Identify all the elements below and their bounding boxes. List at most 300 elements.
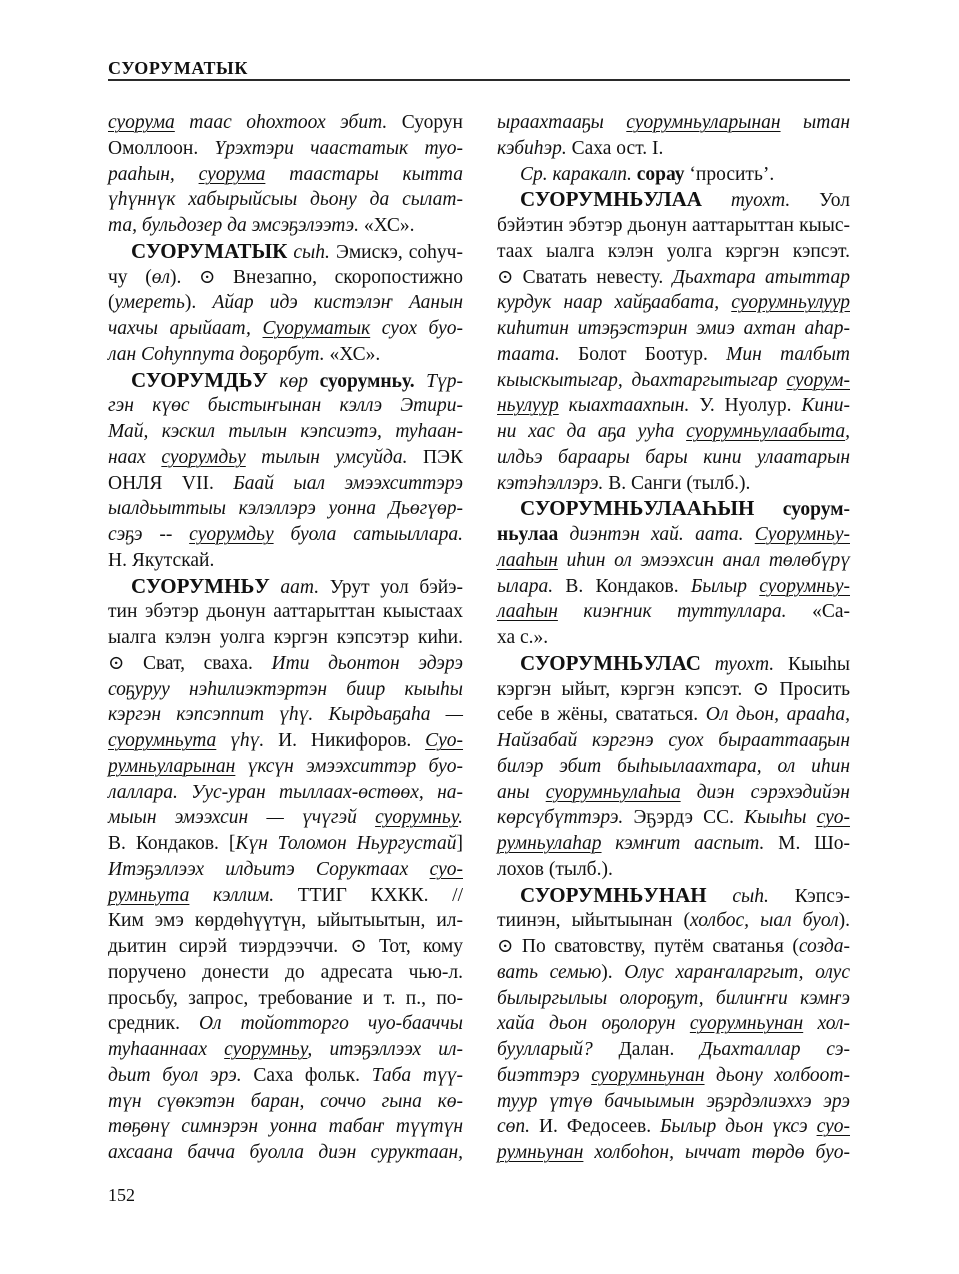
italic-text: дьит буол эрэ. — [108, 1064, 254, 1086]
line-text — [108, 702, 463, 728]
plain-text: ПЭК — [423, 446, 463, 468]
plain-text: ОНЛЯ VII. — [108, 472, 234, 494]
line-text — [497, 290, 850, 316]
line-text — [497, 1114, 850, 1140]
plain-text: ( — [108, 292, 115, 314]
underlined-usage-form: лааһын — [497, 601, 558, 623]
italic-text: тылын умсуйда. — [245, 446, 424, 468]
headword: СУОРУМНЬУ — [131, 573, 270, 598]
italic-text: көр — [267, 370, 320, 392]
text-line — [108, 136, 463, 162]
italic-text: холбоһон, ыччат төрдө буо- — [583, 1142, 850, 1163]
italic-text: хол- — [803, 1013, 850, 1035]
text-line — [108, 471, 463, 497]
text-line — [497, 1063, 850, 1089]
line-text — [108, 522, 463, 548]
plain-text: Далан. — [618, 1039, 701, 1060]
text-line — [497, 136, 850, 162]
italic-text: ни хас да аҕа ууһа — [497, 421, 687, 442]
text-line — [497, 187, 850, 213]
text-line — [108, 213, 463, 239]
page-number: 152 — [108, 1185, 135, 1205]
italic-text: Олус хараҥаларгыт, олус — [624, 961, 850, 983]
plain-text: У. Нуолур. — [699, 395, 802, 417]
italic-text: кыыскытыгар, дьахтаргытыгар — [497, 369, 787, 391]
line-text — [497, 1089, 850, 1115]
text-line — [497, 728, 850, 754]
text-line — [497, 471, 850, 497]
italic-text: холбос, ыал буол — [690, 910, 839, 932]
text-line — [108, 265, 463, 291]
line-text — [497, 934, 850, 960]
line-text — [520, 162, 774, 188]
text-line — [108, 728, 463, 754]
text-line — [497, 393, 850, 419]
text-line — [497, 290, 850, 316]
line-text — [108, 1089, 463, 1115]
line-text — [497, 702, 850, 728]
text-line — [108, 187, 463, 213]
line-text — [108, 908, 463, 934]
underlined-usage-form: суорумньу — [375, 807, 459, 829]
italic-text: Май, кэскил тылын кэпсиэтэ, туһаан- — [108, 421, 463, 442]
italic-text: кыахтаахпын. — [558, 395, 700, 417]
text-line — [497, 522, 850, 548]
plain-text: Кыыһы — [774, 653, 851, 675]
dictionary-entry — [497, 651, 850, 883]
line-text — [497, 136, 663, 162]
text-line — [497, 986, 850, 1012]
line-text — [497, 522, 850, 548]
italic-text: ыалдьыттыы кэлэллэрэ уонна Дьөгүөр- — [108, 498, 463, 520]
italic-text: Үрэхтэри чаастатык туо- — [214, 137, 463, 159]
text-line — [108, 1037, 463, 1063]
plain-text: ⊙ По сватовству, путём сватанья ( — [497, 936, 799, 957]
text-line — [108, 368, 463, 394]
italic-text: созда- — [798, 936, 850, 957]
plain-text: Кэпсэ- — [768, 885, 850, 907]
text-line — [497, 316, 850, 342]
italic-text: Былыр дьон үксэ — [660, 1116, 817, 1138]
line-text — [108, 265, 463, 291]
dictionary-entry — [108, 574, 463, 1166]
text-line — [108, 1114, 463, 1140]
line-text — [108, 316, 463, 342]
line-text — [108, 213, 415, 239]
text-line — [108, 393, 463, 419]
text-line — [108, 625, 463, 651]
italic-text: , итэҕэллээх ил- — [307, 1039, 463, 1060]
italic-text: Ол тойотторго чуо-бааччы — [198, 1013, 463, 1035]
line-text — [108, 548, 214, 574]
text-line — [108, 677, 463, 703]
left-column — [108, 110, 463, 1166]
underlined-usage-form: ньулуур — [497, 395, 559, 417]
underlined-usage-form: лааһын — [497, 549, 558, 571]
text-line — [497, 651, 850, 677]
dictionary-entry — [108, 239, 463, 368]
text-line — [497, 419, 850, 445]
plain-text: И. Федосеев. — [538, 1116, 661, 1138]
line-text — [108, 471, 463, 497]
italic-text: вать семью — [497, 961, 602, 983]
italic-text: сыһ. — [706, 885, 769, 907]
underlined-usage-form: Суорумньу- — [754, 524, 850, 545]
italic-text: Түр- — [414, 370, 464, 392]
plain-text: Эмискэ, соһуч- — [329, 241, 463, 263]
line-text — [108, 445, 463, 471]
italic-text: диэн сэрэхэдийэн — [680, 781, 850, 803]
italic-text: рааһын, — [108, 163, 199, 185]
underlined-usage-form: суорумньуларынан — [626, 112, 781, 133]
text-line — [108, 574, 463, 600]
plain-text: ‘просить’. — [684, 163, 775, 185]
italic-text: кэбиһэр. — [497, 137, 572, 159]
italic-text: таата. — [497, 343, 579, 365]
plain-text: ыалга кэлэн уолга кэргэн кэпсэтэр киһи. — [108, 627, 463, 648]
text-line — [497, 368, 850, 394]
underlined-usage-form: суорумньута — [108, 730, 217, 751]
italic-text: Итэҕэллээх илдьитэ Соруктаах — [108, 858, 430, 880]
plain-text: «Са- — [812, 601, 850, 623]
text-line — [108, 1011, 463, 1037]
italic-text: чахчы арыйаат, — [108, 318, 263, 339]
plain-text: бэйэтин эбэтэр дьонун ааттарыттан кыыс- — [497, 215, 850, 236]
italic-text: . — [458, 807, 463, 829]
plain-text: ). — [838, 910, 850, 932]
text-line — [497, 162, 850, 188]
line-text — [108, 960, 463, 986]
italic-text: кэтэһэллэрэ. — [497, 472, 609, 494]
line-text — [108, 1114, 463, 1140]
plain-text: средник. — [108, 1013, 199, 1035]
text-line — [108, 599, 463, 625]
plain-text: ⊙ Сватать невесту. — [497, 266, 673, 288]
plain-text: Болот Боотур. — [578, 343, 727, 365]
text-line — [497, 780, 850, 806]
text-line — [497, 265, 850, 291]
italic-text: түн сүөкэтэн баран, соччо гына кө- — [108, 1090, 463, 1112]
dictionary-entry — [497, 187, 850, 496]
line-text — [497, 754, 850, 780]
line-text — [497, 625, 548, 651]
plain-text: «ХС». — [363, 215, 415, 236]
italic-text: Мин талбыт — [726, 343, 851, 365]
italic-text: Күн Толомон Ньургустай — [235, 833, 457, 854]
text-line — [108, 831, 463, 857]
line-text — [131, 239, 463, 266]
italic-text: суох буо- — [370, 318, 463, 339]
plain-text: В. Кондаков. [ — [108, 833, 236, 854]
italic-text: буола сатыыллара. — [273, 524, 463, 545]
italic-text: Кини- — [801, 395, 850, 417]
underlined-usage-form: суо- — [816, 807, 850, 829]
italic-text: аат. — [269, 576, 320, 598]
line-text — [108, 1140, 463, 1166]
line-text — [108, 780, 463, 806]
underlined-usage-form: румньуларынан — [108, 755, 236, 777]
text-line — [497, 908, 850, 934]
plain-text: ). ⊙ Внезапно, скоропостижно — [170, 266, 463, 288]
plain-text: тиинэн, ыйытыынан ( — [497, 910, 691, 932]
plain-text: Саха ост. I. — [571, 137, 664, 159]
text-line — [108, 986, 463, 1012]
line-text — [497, 677, 850, 703]
headword: СУОРУМНЬУЛАС — [520, 650, 701, 675]
underlined-usage-form: суо- — [816, 1116, 850, 1138]
italic-text: сэҕэ -- — [108, 524, 190, 545]
plain-text: дьитин сирэй тиэрдээччи. ⊙ Тот, кому — [108, 936, 463, 957]
line-text — [108, 187, 463, 213]
text-line — [108, 1089, 463, 1115]
line-text — [497, 393, 850, 419]
text-line — [108, 805, 463, 831]
plain-text: лохов (тылб.). — [497, 858, 613, 880]
plain-text: Эҕэрдэ СС. — [633, 807, 745, 829]
line-text — [108, 290, 463, 316]
italic-text: киэҥник туттуллара. — [557, 601, 813, 623]
italic-text: хайа дьон оҕолорун — [497, 1013, 690, 1035]
plain-text: Уол — [790, 190, 850, 212]
italic-text: илдьэ бараары бары кини улаатарын — [497, 446, 850, 468]
plain-text: кэргэн ыйыт, кэргэн кэпсэт. ⊙ Просить — [497, 678, 850, 700]
italic-text: таастары кытта — [265, 163, 463, 185]
continued-paragraph — [108, 110, 463, 239]
italic-text: Найзабай кэргэнэ суох бырааттааҕын — [497, 730, 850, 751]
plain-text: ⊙ Сват, сваха. — [108, 652, 272, 674]
line-text — [108, 1011, 463, 1037]
italic-text: та, бульдозер да эмсэҕэлээтэ. — [108, 215, 364, 236]
italic-text: ахсаана бачча буолла диэн суруктаан, — [108, 1142, 463, 1163]
italic-text: курдук наар хайҕаабата, — [497, 292, 732, 314]
line-text — [108, 625, 463, 651]
text-line — [497, 677, 850, 703]
italic-text: Дьахтара атыттар — [672, 266, 850, 288]
text-line — [497, 857, 850, 883]
text-line — [108, 496, 463, 522]
line-text — [108, 677, 463, 703]
text-line — [497, 754, 850, 780]
text-line — [497, 625, 850, 651]
italic-text: соҕуруу нэһилиэктэртэн биир кыыһы — [108, 678, 463, 700]
line-text — [497, 316, 850, 342]
text-line — [497, 110, 850, 136]
text-line — [497, 496, 850, 522]
text-line — [108, 445, 463, 471]
line-text — [497, 574, 850, 600]
underlined-usage-form: суорумньу — [224, 1039, 308, 1060]
italic-text: туһааннаах — [108, 1039, 225, 1060]
italic-text: Ср. каракалп. — [520, 163, 632, 185]
plain-text: ха с.». — [497, 627, 549, 648]
line-text — [497, 599, 850, 625]
italic-text: туохт. — [700, 653, 775, 675]
line-text — [108, 754, 463, 780]
text-line — [497, 574, 850, 600]
underlined-usage-form: суорумньулуур — [731, 292, 850, 314]
italic-text: сыһ. — [287, 241, 330, 263]
text-line — [108, 934, 463, 960]
line-text — [497, 239, 850, 265]
italic-text: Былыр — [690, 575, 760, 597]
text-line — [108, 290, 463, 316]
italic-text: Таба түү- — [371, 1064, 463, 1086]
line-text — [497, 831, 850, 857]
italic-text: туохт. — [701, 190, 791, 212]
plain-text: ] — [456, 833, 463, 854]
plain-text: «ХС». — [329, 343, 381, 365]
text-line — [497, 213, 850, 239]
underlined-usage-form: румньунан — [497, 1142, 584, 1163]
text-line — [497, 445, 850, 471]
underlined-usage-form: румньута — [108, 884, 190, 906]
headword: СУОРУМДЬУ — [131, 367, 268, 392]
plain-text: ). — [601, 961, 625, 983]
text-line — [108, 780, 463, 806]
line-text — [108, 110, 463, 136]
plain-text: Саха фольк. — [253, 1064, 372, 1086]
underlined-usage-form: суорумдьу — [189, 524, 274, 545]
italic-text: киһитин итэҕэстэрин эмиэ ахтан аһар- — [497, 318, 850, 339]
italic-text: Ол дьон, арааһа, — [705, 704, 850, 726]
line-text — [497, 445, 850, 471]
text-line — [497, 831, 850, 857]
text-line — [497, 883, 850, 909]
italic-text: диэнтэн хай. аата. — [558, 524, 755, 545]
italic-text: кэллим. — [189, 884, 298, 906]
line-text — [108, 136, 463, 162]
italic-text: мыын эмээхсин — үчүгэй — [108, 807, 376, 829]
line-text — [497, 471, 750, 497]
italic-text: үксүн эмээхситтэр буо- — [235, 755, 463, 777]
italic-text: өл — [151, 266, 170, 288]
italic-text: аны — [497, 781, 546, 803]
bold-term: ньулаа — [497, 524, 559, 545]
plain-text: И. Никифоров. — [278, 730, 426, 751]
headword: СУОРУМАТЫК — [131, 238, 288, 263]
text-line — [108, 316, 463, 342]
italic-text: таас оһохтоох эбит. — [174, 112, 402, 133]
line-text — [520, 496, 850, 523]
line-text — [108, 831, 463, 857]
underlined-usage-form: суорумньулаһыа — [545, 781, 681, 803]
line-text — [108, 162, 463, 188]
plain-text: Ким эмэ көрдөһүүтүн, ыйытыытын, ил- — [108, 910, 463, 932]
line-text — [497, 265, 850, 291]
line-text — [497, 960, 850, 986]
italic-text: үһү. — [216, 730, 279, 751]
line-text — [108, 1037, 463, 1063]
plain-text: В. Кондаков. — [565, 575, 691, 597]
line-text — [131, 368, 463, 395]
italic-text: сөп. — [497, 1116, 539, 1138]
headword: СУОРУМНЬУЛАА — [520, 187, 702, 212]
plain-text: Суорун — [401, 112, 463, 133]
italic-text: туур үтүө бачыымын эҕэрдэлиэххэ эрэ — [497, 1090, 850, 1112]
running-head: СУОРУМАТЫК — [108, 58, 248, 78]
italic-text: буулларый? — [497, 1039, 619, 1060]
italic-text: Баай ыал эмээхситтэрэ — [233, 472, 463, 494]
italic-text: Дьахталлар сэ- — [700, 1039, 851, 1060]
italic-text: умереть — [114, 292, 185, 314]
italic-text: Айар идэ кистэлэҥ Аанын — [212, 292, 463, 314]
line-text — [497, 780, 850, 806]
plain-text: Н. Якутскай. — [108, 549, 215, 571]
bold-term: сорау — [631, 163, 685, 185]
line-text — [497, 857, 613, 883]
bold-term: суорум- — [754, 499, 850, 521]
text-line — [497, 1037, 850, 1063]
line-text — [108, 419, 463, 445]
text-line — [108, 857, 463, 883]
line-text — [497, 908, 850, 934]
line-text — [497, 1011, 850, 1037]
underlined-usage-form: суорумдьу — [161, 446, 246, 468]
italic-text: лаллара. Уус-уран тыллаах-өстөөх, на- — [108, 781, 463, 803]
bold-term: суорумньу. — [319, 370, 415, 392]
dictionary-entry — [497, 883, 850, 1166]
text-line — [497, 1140, 850, 1166]
plain-text: таах ыалга кэлэн уолга кэргэн кэпсэт. — [497, 240, 850, 262]
italic-text: үһүннүк хабырыйсыы дьону да сылат- — [108, 189, 463, 211]
dictionary-entry — [497, 162, 850, 188]
plain-text: Омоллоон. — [108, 137, 215, 159]
underlined-usage-form: суорума — [108, 112, 175, 133]
line-text — [497, 805, 850, 831]
line-text — [497, 728, 850, 754]
line-text — [108, 599, 463, 625]
italic-text: наах — [108, 446, 162, 468]
text-line — [497, 548, 850, 574]
line-text — [108, 805, 463, 831]
italic-text: иһин ол эмээхсин анал төлөбүрү — [557, 549, 850, 571]
text-line — [497, 342, 850, 368]
italic-text: , — [845, 421, 850, 442]
line-text — [108, 728, 463, 754]
text-line — [108, 908, 463, 934]
plain-text: поручено донести до адресата чью-л. — [108, 961, 463, 983]
underlined-usage-form: суорумньулаабыта — [686, 421, 846, 442]
dictionary-entry — [108, 368, 463, 574]
line-text — [108, 496, 463, 522]
line-text — [497, 1037, 850, 1063]
dictionary-entry — [497, 496, 850, 651]
line-text — [497, 548, 850, 574]
continued-paragraph — [497, 110, 850, 162]
line-text — [497, 986, 850, 1012]
line-text — [108, 651, 463, 677]
plain-text: просьбу, запрос, требование и т. п., по- — [108, 987, 463, 1009]
text-line — [497, 1089, 850, 1115]
line-text — [520, 883, 850, 910]
text-line — [108, 419, 463, 445]
italic-text: ытан — [780, 112, 850, 133]
line-text — [108, 986, 463, 1012]
italic-text: Ити дьонтон эдэрэ — [271, 652, 463, 674]
text-line — [497, 702, 850, 728]
line-text — [497, 419, 850, 445]
line-text — [497, 342, 850, 368]
underlined-usage-form: Суоруматык — [262, 318, 371, 339]
line-text — [497, 110, 850, 136]
italic-text: былыргылыы олороҕут, билиҥҥи кэмҥэ — [497, 987, 850, 1009]
text-line — [108, 162, 463, 188]
underlined-usage-form: Суо- — [425, 730, 464, 751]
italic-text: кэмҥит ааспыт. — [601, 833, 779, 854]
italic-text: Кыыһы — [744, 807, 817, 829]
underlined-usage-form: суорум- — [786, 369, 850, 391]
line-text — [108, 883, 463, 909]
